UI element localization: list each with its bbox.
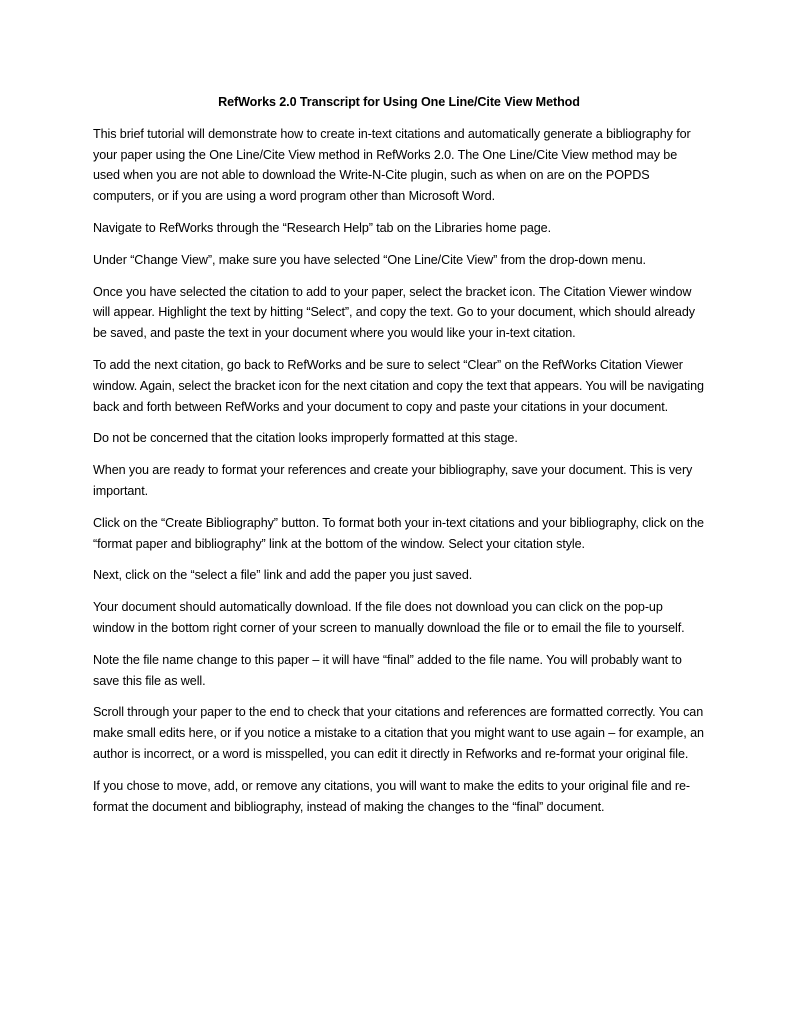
paragraph-navigate: Navigate to RefWorks through the “Research Help” tab on the Libraries home page.: [93, 220, 551, 235]
paragraph-select-file: Next, click on the “select a file” link and add the paper you just saved.: [93, 568, 473, 583]
paragraph-change-view: Under “Change View”, make sure you have selected “One Line/Cite View” from the drop-down menu.: [93, 252, 646, 267]
paragraph-scroll-check: Scroll through your paper to the end to check that your citations and references are formatted correctly. You can make small edits here, or if you notice a mistake to a citation that you might want to use again – for example, an author is incorrect, or a word is misspelled, you can edit it directly in Refworks and re-format your original file.: [93, 705, 704, 761]
paragraph-next-citation: To add the next citation, go back to RefWorks and be sure to select “Clear” on the RefWorks Citation Viewer window. Again, select the bracket icon for the next citation and copy the text that appears. You will be navigating back and forth between RefWorks and your document to copy and paste your citations in your document.: [93, 357, 704, 414]
paragraph-intro: This brief tutorial will demonstrate how to create in-text citations and automatically generate a bibliography for your paper using the One Line/Cite View method in RefWorks 2.0. The One Line/Cite View method may be used when you are not able to download the Write-N-Cite plugin, such as when on are on the POPDS computers, or if you are using a word program other than Microsoft Word.: [93, 126, 691, 204]
paragraph-save-document: When you are ready to format your references and create your bibliography, save your document. This is very important.: [93, 463, 693, 498]
document-title: RefWorks 2.0 Transcript for Using One Line/Cite View Method: [218, 95, 580, 109]
paragraph-edit-original: If you chose to move, add, or remove any citations, you will want to make the edits to your original file and re-format the document and bibliography, instead of making the changes to the “final” document.: [93, 778, 691, 814]
paragraph-select-citation: Once you have selected the citation to add to your paper, select the bracket icon. The Citation Viewer window will appear. Highlight the text by hitting “Select”, and copy the text. Go to your document, which should already be saved, and paste the text in your document where you would like your in-text citation.: [93, 284, 695, 341]
paragraph-file-name: Note the file name change to this paper – it will have “final” added to the file name. You will probably want to save this file as well.: [93, 652, 682, 688]
paragraph-download: Your document should automatically download. If the file does not download you can click on the pop-up window in the bottom right corner of your screen to manually download the file or to email the file to yourself.: [93, 600, 685, 635]
paragraph-create-bibliography: Click on the “Create Bibliography” button. To format both your in-text citations and your bibliography, click on the “format paper and bibliography” link at the bottom of the window. Select your citation style.: [93, 515, 704, 551]
paragraph-formatting-note: Do not be concerned that the citation looks improperly formatted at this stage.: [93, 431, 518, 446]
document-page: [93, 92, 705, 828]
